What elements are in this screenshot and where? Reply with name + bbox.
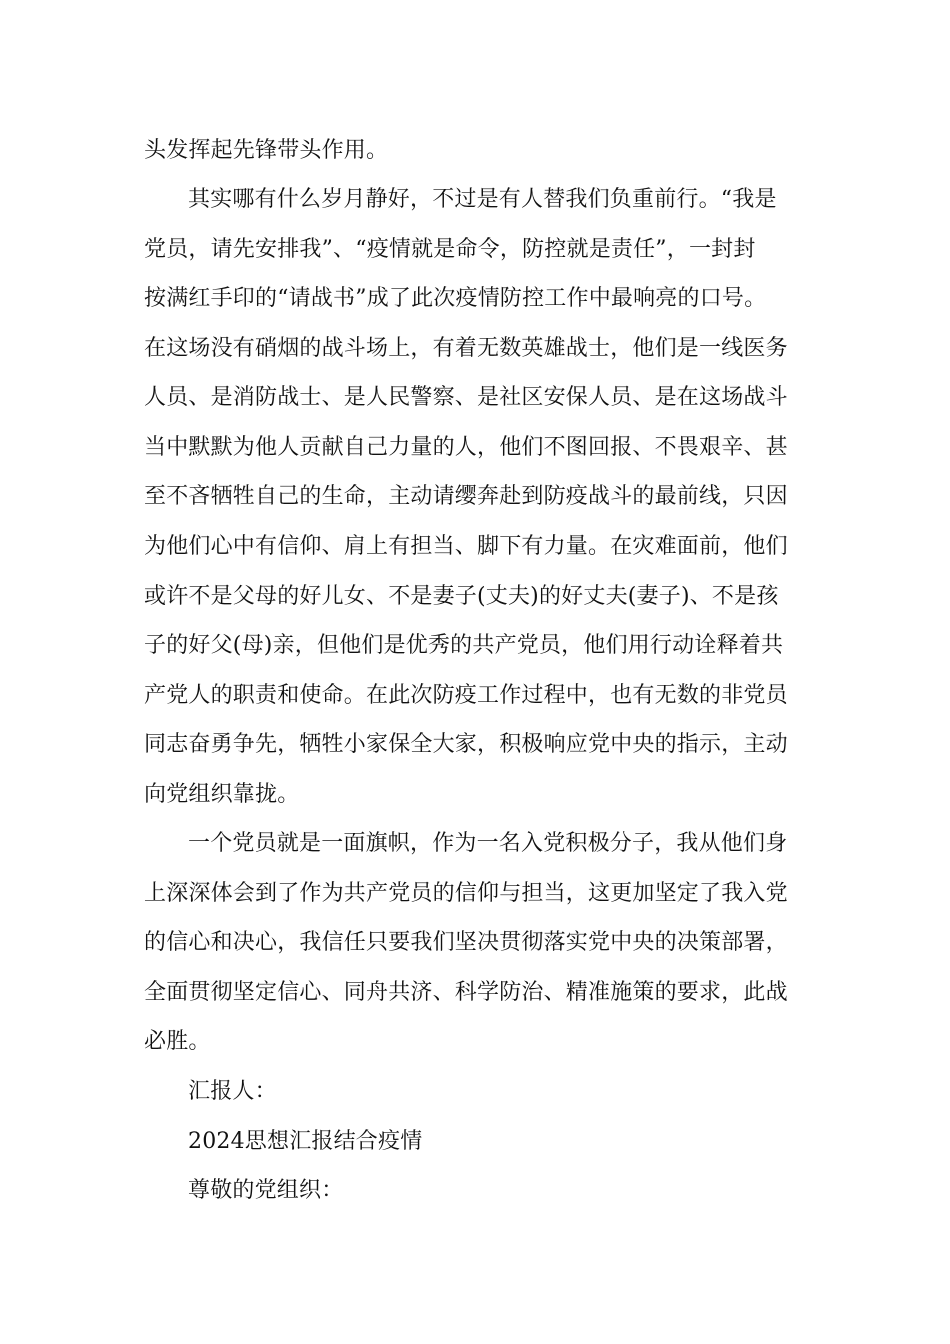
paragraph-line: 人员、是消防战士、是人民警察、是社区安保人员、是在这场战斗 xyxy=(144,385,788,410)
paragraph-line: 其实哪有什么岁月静好，不过是有人替我们负重前行。“我是 xyxy=(188,187,777,212)
paragraph-line: 产党人的职责和使命。在此次防疫工作过程中，也有无数的非党员 xyxy=(144,683,788,708)
paragraph-line: 必胜。 xyxy=(144,1029,211,1054)
paragraph-line: 当中默默为他人贡献自己力量的人，他们不图回报、不畏艰辛、甚 xyxy=(144,435,788,460)
paragraph-line: 同志奋勇争先，牺牲小家保全大家，积极响应党中央的指示，主动 xyxy=(144,732,788,757)
document-title: 2024思想汇报结合疫情 xyxy=(188,1129,423,1154)
paragraph-line: 或许不是父母的好儿女、不是妻子(丈夫)的好丈夫(妻子)、不是孩 xyxy=(144,584,779,609)
paragraph-line: 全面贯彻坚定信心、同舟共济、科学防治、精准施策的要求，此战 xyxy=(144,980,788,1005)
paragraph-line: 一个党员就是一面旗帜，作为一名入党积极分子，我从他们身 xyxy=(188,831,788,856)
paragraph-line: 在这场没有硝烟的战斗场上，有着无数英雄战士，他们是一线医务 xyxy=(144,336,788,361)
paragraph-line: 头发挥起先锋带头作用。 xyxy=(144,138,389,163)
paragraph-line: 至不吝牺牲自己的生命，主动请缨奔赴到防疫战斗的最前线，只因 xyxy=(144,484,788,509)
paragraph-line: 为他们心中有信仰、肩上有担当、脚下有力量。在灾难面前，他们 xyxy=(144,534,788,559)
paragraph-line: 的信心和决心，我信任只要我们坚决贯彻落实党中央的决策部署， xyxy=(144,930,788,955)
paragraph-line: 向党组织靠拢。 xyxy=(144,782,300,807)
paragraph-line: 党员，请先安排我”、“疫情就是命令，防控就是责任”，一封封 xyxy=(144,237,756,262)
paragraph-line: 上深深体会到了作为共产党员的信仰与担当，这更加坚定了我入党 xyxy=(144,881,788,906)
salutation: 尊敬的党组织： xyxy=(188,1178,344,1203)
paragraph-line: 按满红手印的“请战书”成了此次疫情防控工作中最响亮的口号。 xyxy=(144,286,767,311)
paragraph-line: 子的好父(母)亲，但他们是优秀的共产党员，他们用行动诠释着共 xyxy=(144,633,784,658)
reporter-label: 汇报人： xyxy=(188,1079,277,1104)
